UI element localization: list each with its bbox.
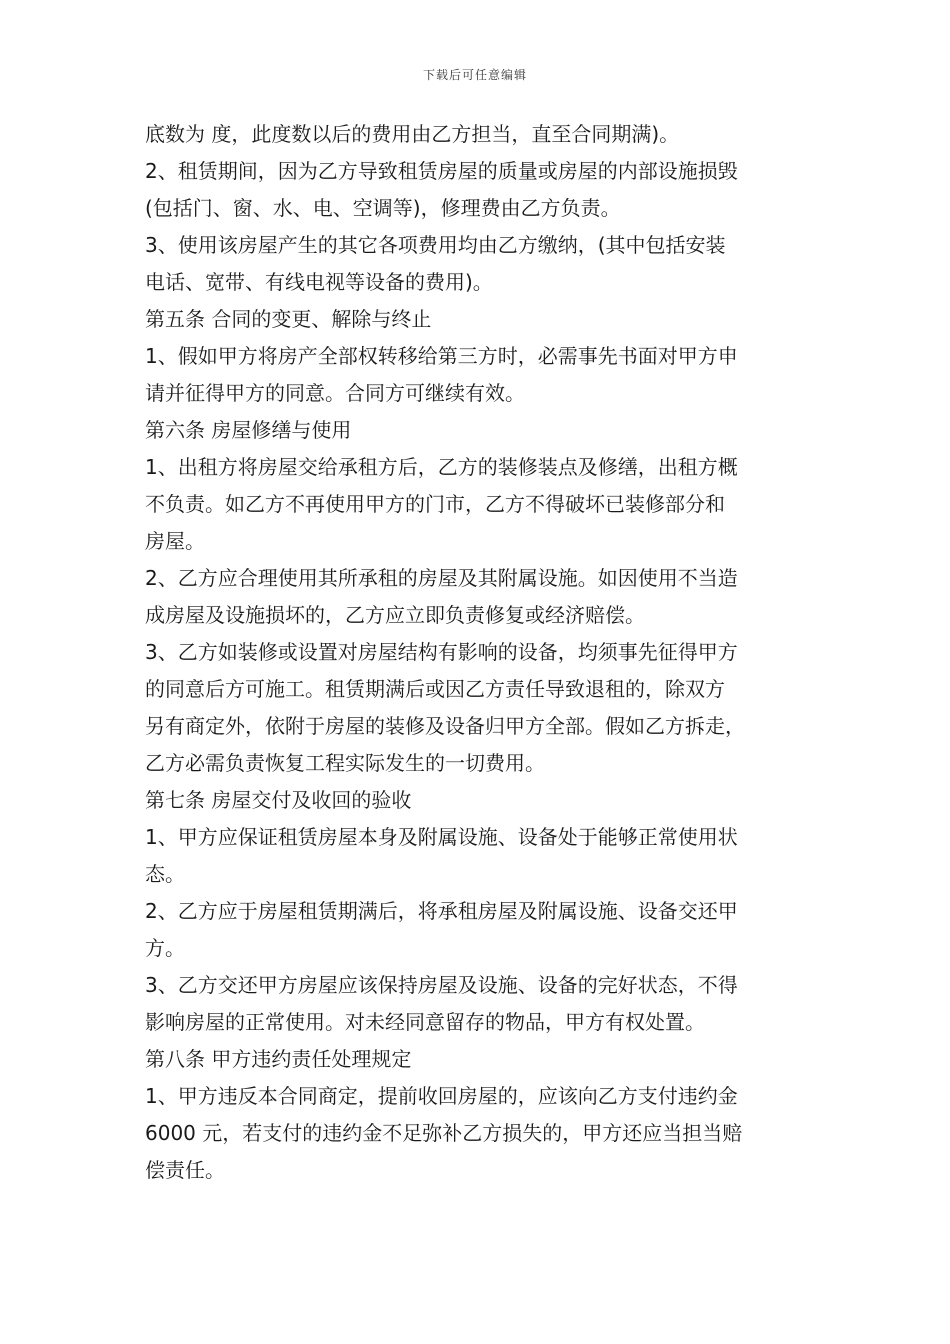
text-line: 3、乙方如装修或设置对房屋结构有影响的设备，均须事先征得甲方 <box>145 640 738 664</box>
text-line: 6000 元，若支付的违约金不足弥补乙方损失的，甲方还应当担当赔 <box>145 1121 743 1145</box>
text-line: 3、乙方交还甲方房屋应该保持房屋及设施、设备的完好状态，不得 <box>145 973 738 997</box>
text-line: 电话、宽带、有线电视等设备的费用)。 <box>145 270 493 294</box>
text-line: 偿责任。 <box>145 1158 225 1182</box>
text-line: 房屋。 <box>145 529 205 553</box>
header-note: 下载后可任意编辑 <box>422 68 527 82</box>
text-line: 成房屋及设施损坏的，乙方应立即负责修复或经济赔偿。 <box>145 603 645 627</box>
text-line: (包括门、窗、水、电、空调等)，修理费由乙方负责。 <box>145 196 621 220</box>
section-heading-5: 第五条 合同的变更、解除与终止 <box>145 307 432 331</box>
text-line: 1、出租方将房屋交给承租方后，乙方的装修装点及修缮，出租方概 <box>145 455 738 479</box>
text-line: 的同意后方可施工。租赁期满后或因乙方责任导致退租的，除双方 <box>145 677 725 701</box>
text-line: 不负责。如乙方不再使用甲方的门市，乙方不得破坏已装修部分和 <box>145 492 725 516</box>
text-line: 3、使用该房屋产生的其它各项费用均由乙方缴纳，(其中包括安装 <box>145 233 726 257</box>
text-line: 1、假如甲方将房产全部权转移给第三方时，必需事先书面对甲方申 <box>145 344 738 368</box>
text-line: 2、租赁期间，因为乙方导致租赁房屋的质量或房屋的内部设施损毁 <box>145 159 738 183</box>
text-line: 另有商定外，依附于房屋的装修及设备归甲方全部。假如乙方拆走， <box>145 714 745 738</box>
section-heading-7: 第七条 房屋交付及收回的验收 <box>145 788 412 812</box>
text-line: 影响房屋的正常使用。对未经同意留存的物品，甲方有权处置。 <box>145 1010 705 1034</box>
text-line: 1、甲方应保证租赁房屋本身及附属设施、设备处于能够正常使用状 <box>145 825 738 849</box>
text-line: 2、乙方应于房屋租赁期满后，将承租房屋及附属设施、设备交还甲 <box>145 899 738 923</box>
text-line: 态。 <box>145 862 185 886</box>
section-heading-8: 第八条 甲方违约责任处理规定 <box>145 1047 412 1071</box>
contract-body <box>145 116 825 1189</box>
text-line: 乙方必需负责恢复工程实际发生的一切费用。 <box>145 751 545 775</box>
text-line: 请并征得甲方的同意。合同方可继续有效。 <box>145 381 525 405</box>
section-heading-6: 第六条 房屋修缮与使用 <box>145 418 352 442</box>
text-line: 1、甲方违反本合同商定，提前收回房屋的，应该向乙方支付违约金 <box>145 1084 738 1108</box>
text-line: 底数为 度，此度数以后的费用由乙方担当，直至合同期满)。 <box>145 122 680 146</box>
text-line: 2、乙方应合理使用其所承租的房屋及其附属设施。如因使用不当造 <box>145 566 738 590</box>
text-line: 方。 <box>145 936 185 960</box>
